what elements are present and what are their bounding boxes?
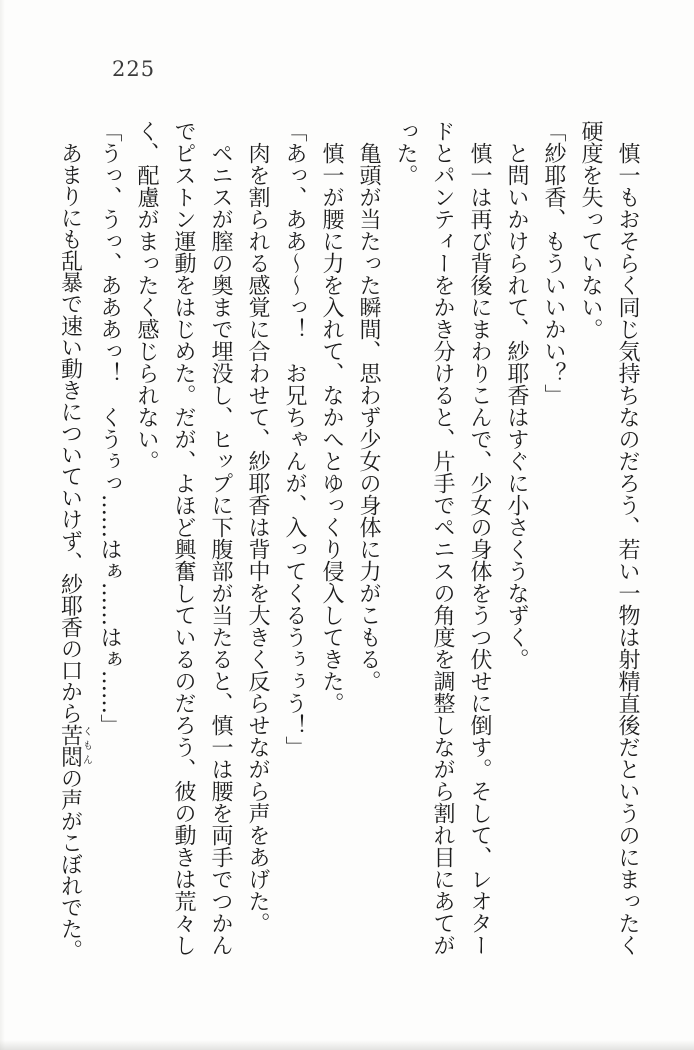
furigana-base: 苦悶	[57, 723, 83, 767]
furigana-reading: くもん	[80, 723, 92, 767]
paragraph: 肉を割られる感覚に合わせて、紗耶香は背中を大きく反らせながら声をあげた。	[245, 142, 270, 934]
paragraph-text: あまりにも乱暴で速い動きについていけず、紗耶香の口から	[57, 142, 83, 724]
paragraph: 亀頭が当たった瞬間、思わず少女の身体に力がこもる。	[356, 142, 381, 692]
furigana	[57, 723, 92, 767]
paragraph-dialogue: 「あっ、ああ〜〜っ！ お兄ちゃんが、入ってくるうぅぅう！」	[282, 120, 307, 758]
text-block	[40, 120, 646, 968]
paragraph: 慎一は再び背後にまわりこんで、少女の身体をうつ伏せに倒す。そして、レオタードとパンティーをかき分けると、片手でペニスの角度を調整しながら割れ目にあてがった。	[393, 120, 492, 956]
paragraph	[52, 120, 92, 968]
paragraph-dialogue: 「うっ、うっ、あああっ！ くうぅっ……はぁ……はぁ……」	[97, 120, 122, 736]
page-edge-shadow-bottom	[0, 1040, 694, 1050]
page-number: 225	[112, 57, 156, 81]
paragraph: 慎一が腰に力を入れて、なかへとゆっくり侵入してきた。	[319, 142, 344, 714]
paragraph-text: の声がこぼれでた。	[57, 766, 83, 961]
paragraph: と問いかけられて、紗耶香はすぐに小さくうなずく。	[504, 142, 529, 670]
paragraph: 慎一もおそらく同じ気持ちなのだろう、若い一物は射精直後だというのにまったく硬度を失っていない。	[578, 120, 640, 956]
paragraph: ペニスが膣の奥まで埋没し、ヒップに下腹部が当たると、慎一は腰を両手でつかんでピストン運動をはじめた。だが、よほど興奮しているのだろう、彼の動きは荒々しく、配慮がまったく感じられない。	[134, 120, 233, 956]
paragraph-dialogue: 「紗耶香、もういいかい？」	[541, 120, 566, 406]
page-edge-shadow-left	[0, 0, 5, 1050]
